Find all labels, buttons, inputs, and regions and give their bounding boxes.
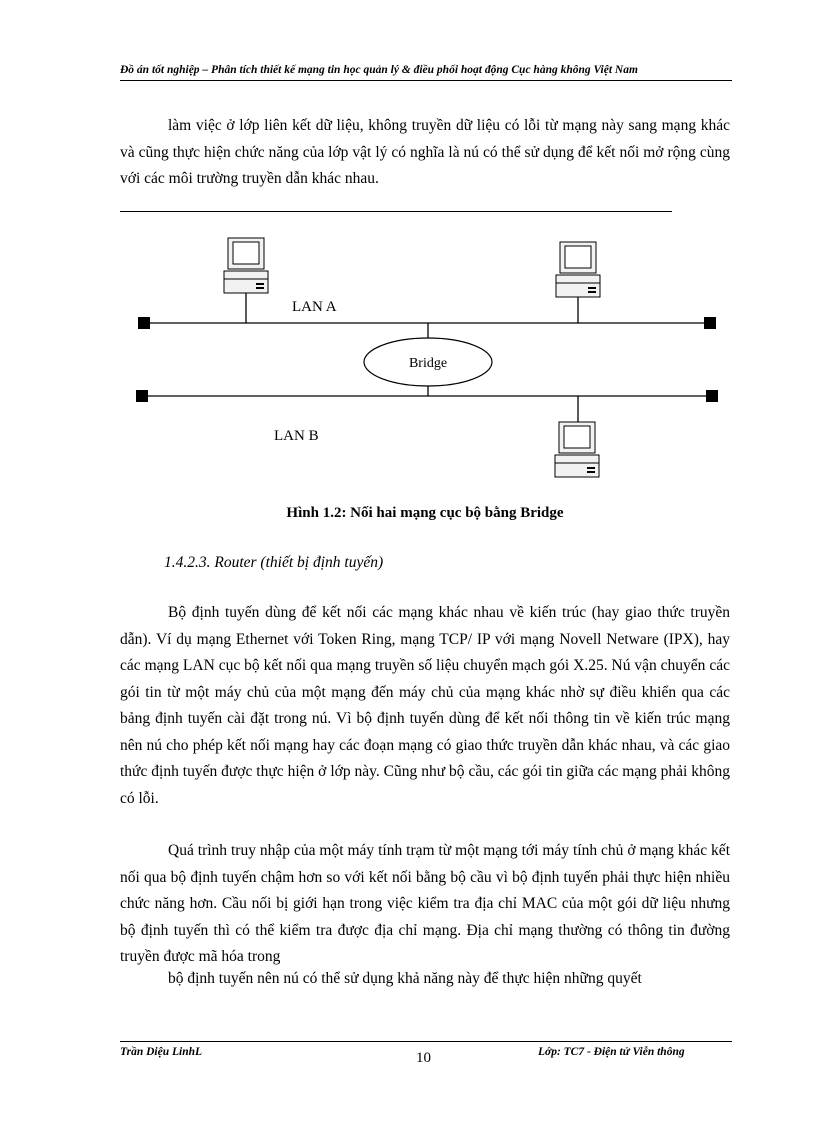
page-header-title: Đồ án tốt nghiệp – Phân tích thiết kế mạng tin học quản lý & điều phối hoạt động Cục hàng không Việt Nam — [120, 64, 638, 76]
footer-rule — [120, 1041, 732, 1042]
intro-paragraph — [120, 113, 730, 193]
footer-class: Lớp: TC7 - Điện tử Viễn thông — [538, 1046, 685, 1058]
router-paragraph-3-text: bộ định tuyến nên nú có thể sử dụng khả năng này để thực hiện những quyết — [168, 970, 642, 987]
lan-a-right-terminator — [704, 317, 716, 329]
computer-icon — [556, 242, 600, 297]
router-paragraph-3 — [120, 966, 730, 993]
router-paragraph-2 — [120, 838, 730, 971]
footer-author: Trần Diệu LinhL — [120, 1046, 203, 1058]
section-heading: 1.4.2.3. Router (thiết bị định tuyến) — [164, 554, 384, 571]
intro-text: làm việc ở lớp liên kết dữ liệu, không truyền dữ liệu có lỗi từ mạng này sang mạng khác và cũng thực hiện chức năng của lớp vật lý có nghĩa là nú có thể sử dụng để kết nối mở rộng cùng với các môi trường truyền dẫn khác nhau. — [120, 117, 730, 187]
router-paragraph-1 — [120, 600, 730, 812]
page-number: 10 — [416, 1050, 431, 1066]
lan-b-right-terminator — [706, 390, 718, 402]
computer-icon — [224, 238, 268, 293]
computer-icon — [555, 422, 599, 477]
lan-a-left-terminator — [138, 317, 150, 329]
router-paragraph-1-text: Bộ định tuyến dùng để kết nối các mạng khác nhau về kiến trúc (hay giao thức truyền dẫn). Ví dụ mạng Ethernet với Token Ring, mạng TCP/ IP với mạng Novell Netware (IPX), hay các mạng LAN cục bộ kết nối qua mạng truyền số liệu chuyển mạch gói X.25. Nú vận chuyển các gói tin từ một máy chủ của một mạng đến máy chủ của mạng khác nhờ sự điều khiển qua các bảng định tuyến cài đặt trong nú. Vì bộ định tuyến dùng để kết nối thông tin về kiến trúc mạng nên nú cho phép kết nối mạng hay các đoạn mạng có giao thức truyền dẫn khác nhau, và các giao thức định tuyến được thực hiện ở lớp này. Cũng như bộ cầu, các gói tin giữa các mạng phải không có lỗi. — [120, 604, 730, 807]
figure-top-rule — [120, 211, 672, 212]
header-rule — [120, 80, 732, 81]
lan-b-label: LAN B — [274, 428, 319, 444]
lan-b-left-terminator — [136, 390, 148, 402]
lan-a-label: LAN A — [292, 299, 337, 315]
router-paragraph-2-text: Quá trình truy nhập của một máy tính trạm từ một mạng tới máy tính chủ ở mạng khác kết nối qua bộ định tuyến chậm hơn so với kết nối bằng bộ cầu vì bộ định tuyến phải thực hiện nhiều chức năng hơn. Cầu nối bị giới hạn trong việc kiểm tra địa chỉ MAC của một gói dữ liệu nhưng bộ định tuyến thì có thể kiểm tra được địa chỉ mạng. Địa chỉ mạng thường có thông tin đường truyền được mã hóa trong — [120, 842, 730, 965]
figure-caption: Hình 1.2: Nối hai mạng cục bộ bằng Bridge — [286, 505, 564, 521]
bridge-diagram — [120, 220, 730, 500]
bridge-label: Bridge — [408, 356, 448, 371]
